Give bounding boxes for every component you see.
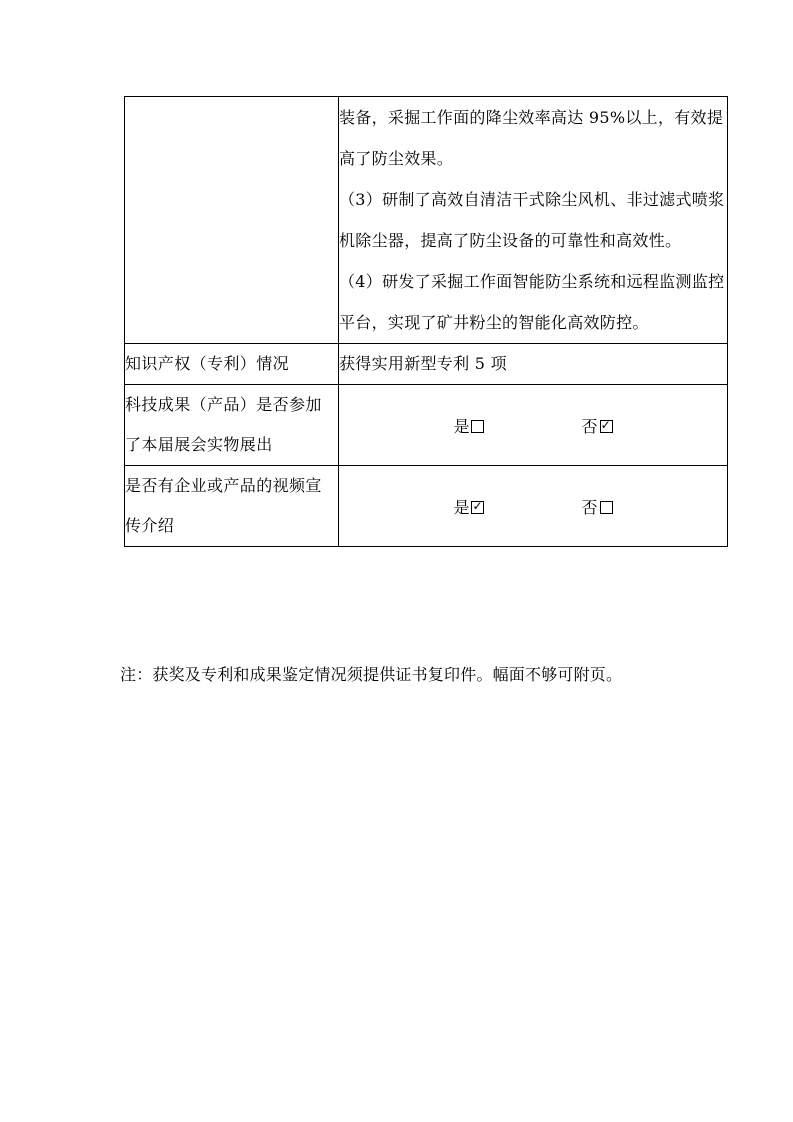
exhibit-yes-label: 是 [453, 416, 470, 436]
achievement-paragraph-3: （3）研制了高效自清洁干式除尘风机、非过滤式喷浆机除尘器，提高了防尘设备的可靠性和高效性。 [339, 190, 725, 250]
footnote: 注：获奖及专利和成果鉴定情况须提供证书复印件。幅面不够可附页。 [120, 665, 623, 684]
video-no-checkbox[interactable] [600, 501, 613, 514]
exhibit-yes-checkbox[interactable] [471, 420, 484, 433]
achievement-paragraph-4: （4）研发了采掘工作面智能防尘系统和远程监测监控平台，实现了矿井粉尘的智能化高效防控。 [339, 272, 725, 332]
video-yes-option[interactable] [453, 495, 484, 518]
video-label-cell: 是否有企业或产品的视频宣传介绍 [125, 466, 339, 547]
exhibit-choice-cell [339, 385, 728, 466]
check-mark-icon: ✓ [472, 498, 483, 513]
video-yes-label: 是 [453, 497, 470, 517]
video-choice-cell [339, 466, 728, 547]
empty-label-cell [125, 97, 339, 344]
exhibit-yes-option[interactable] [453, 414, 484, 437]
video-no-label: 否 [581, 497, 598, 517]
exhibit-no-label: 否 [581, 416, 598, 436]
check-mark-icon: ✓ [600, 417, 611, 432]
ip-value-cell: 获得实用新型专利 5 项 [339, 344, 728, 385]
achievements-content-cell [339, 97, 728, 344]
video-yes-checkbox[interactable] [471, 498, 484, 514]
exhibit-no-checkbox[interactable] [600, 417, 613, 433]
exhibit-no-option[interactable] [582, 414, 613, 437]
table-row-video [125, 466, 728, 547]
video-no-option[interactable] [582, 495, 613, 518]
application-form-table [124, 96, 728, 547]
table-row-ip [125, 344, 728, 385]
exhibit-label-cell: 科技成果（产品）是否参加了本届展会实物展出 [125, 385, 339, 466]
table-row-exhibit [125, 385, 728, 466]
achievement-paragraph-2: 装备，采掘工作面的降尘效率高达 95%以上，有效提高了防尘效果。 [339, 108, 724, 168]
ip-label-cell: 知识产权（专利）情况 [125, 344, 339, 385]
table-row-achievements [125, 97, 728, 344]
